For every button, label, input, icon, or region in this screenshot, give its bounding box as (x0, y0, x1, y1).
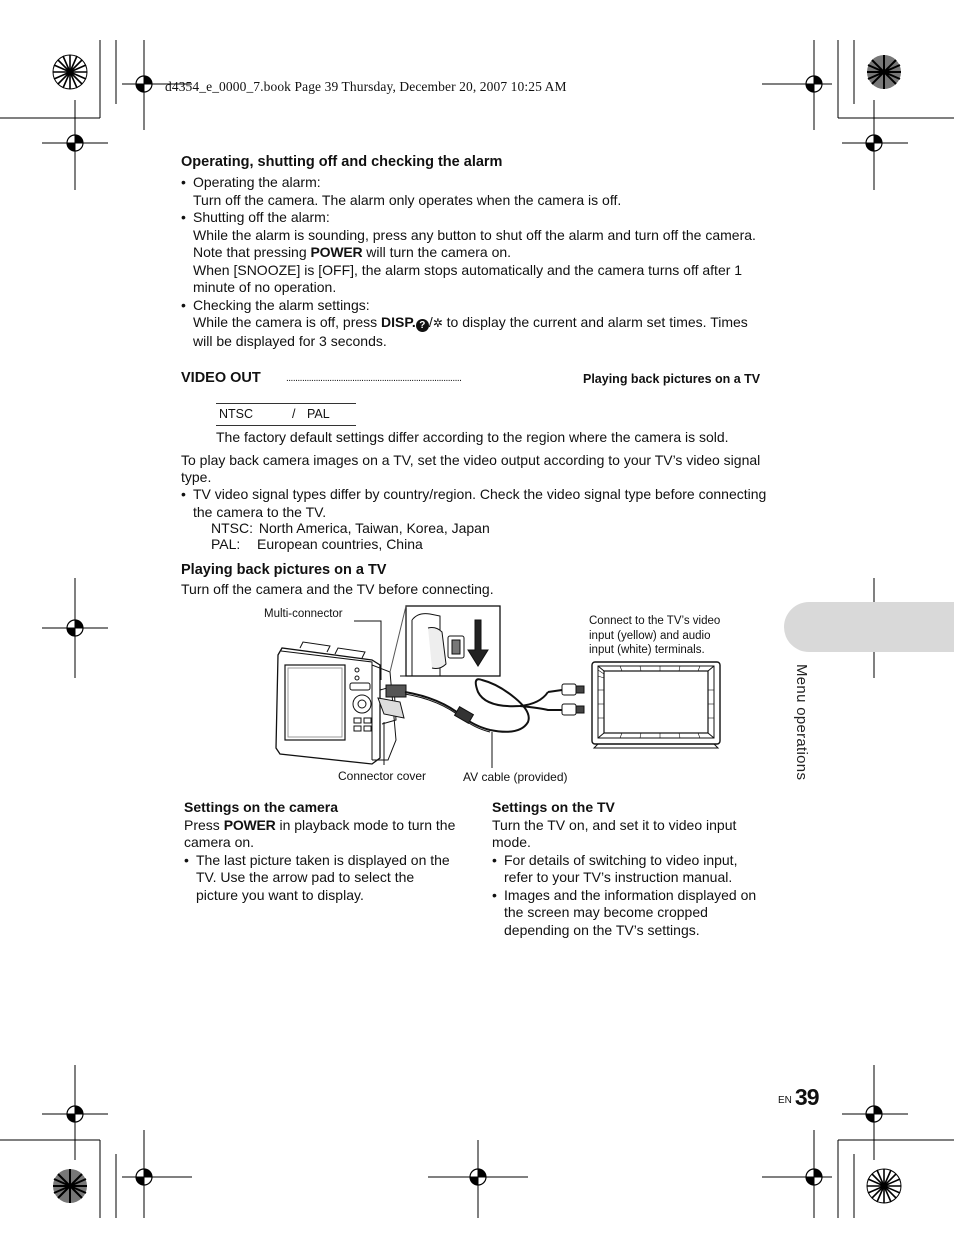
camera-settings: Settings on the camera Press POWER in playback mode to turn the camera on. • The last picture taken is displayed on the TV. Use the arrow pad to select the picture you want to display. (184, 799, 474, 904)
language-code: EN (778, 1095, 792, 1106)
video-out-description: To play back camera images on a TV, set the video output according to your TV’s video signal type. • TV video signal types differ by country/region. Check the video signal type before connecting the camera to the TV. (181, 452, 781, 521)
alarm-bullet-shutting-off: • Shutting off the alarm: While the alarm is sounding, press any button to shut off the alarm and turn off the camera. Note that pressing POWER will turn the camera on. When [SNOOZE] is [OFF], the alarm stops automatically and the camera turns off after 1 minute of no operation. (181, 209, 781, 297)
alarm-bullet-operating: • Operating the alarm: Turn off the camera. The alarm only operates when the camera is off. (181, 174, 781, 209)
alarm-heading: Operating, shutting off and checking the alarm (181, 154, 503, 170)
label-multi-connector: Multi-connector (264, 608, 343, 620)
option-ntsc: NTSC (219, 407, 254, 421)
camera-settings-heading: Settings on the camera (184, 799, 339, 815)
alarm-bullet-checking: • Checking the alarm settings: While the camera is off, press DISP. ? /✲ to display the current and alarm set times. Times will be displayed for 3 seconds. (181, 297, 781, 351)
option-separator: / (292, 407, 296, 421)
page-number (778, 1084, 819, 1111)
page-number-value: 39 (794, 1084, 819, 1110)
tv-settings: Settings on the TV Turn the TV on, and set it to video input mode. • For details of switching to video input, refer to your TV’s instruction manual. • Images and the information displayed on the screen may become cropped depending on the TV’s settings. (492, 799, 782, 939)
ntsc-regions: NTSC: North America, Taiwan, Korea, Japan (211, 520, 490, 536)
tv-settings-bullet-1: • For details of switching to video input, refer to your TV’s instruction manual. (492, 852, 782, 887)
signal-type-bullet: • TV video signal types differ by country/region. Check the video signal type before connecting the camera to the TV. (181, 486, 781, 521)
video-out-leader-dots: ............................................................................. (286, 373, 462, 384)
light-icon: ✲ (432, 316, 443, 330)
side-tab-label: Menu operations (793, 664, 810, 781)
disp-key: DISP. (381, 314, 416, 330)
help-icon: ? (416, 319, 429, 332)
print-header: d4354_e_0000_7.book Page 39 Thursday, December 20, 2007 10:25 AM (165, 79, 567, 94)
pal-regions: PAL: European countries, China (211, 536, 423, 552)
tv-settings-heading: Settings on the TV (492, 799, 615, 815)
label-connect-to-tv: Connect to the TV’s video input (yellow) and audio input (white) terminals. (589, 615, 721, 656)
camera-settings-bullet: • The last picture taken is displayed on the TV. Use the arrow pad to select the picture you want to display. (184, 852, 474, 905)
label-av-cable: AV cable (provided) (463, 770, 568, 784)
video-out-label: VIDEO OUT (181, 370, 261, 386)
tv-heading: Playing back pictures on a TV (181, 562, 387, 578)
tv-intro: Turn off the camera and the TV before connecting. (181, 581, 494, 597)
tv-settings-bullet-2: • Images and the information displayed on the screen may become cropped depending on the TV’s settings. (492, 887, 782, 940)
video-out-reference: Playing back pictures on a TV (583, 372, 761, 386)
factory-default-note: The factory default settings differ according to the region where the camera is sold. (216, 429, 729, 445)
power-key: POWER (223, 816, 276, 833)
option-pal: PAL (307, 407, 330, 421)
power-key: POWER (310, 244, 363, 260)
label-connector-cover: Connector cover (338, 769, 427, 783)
